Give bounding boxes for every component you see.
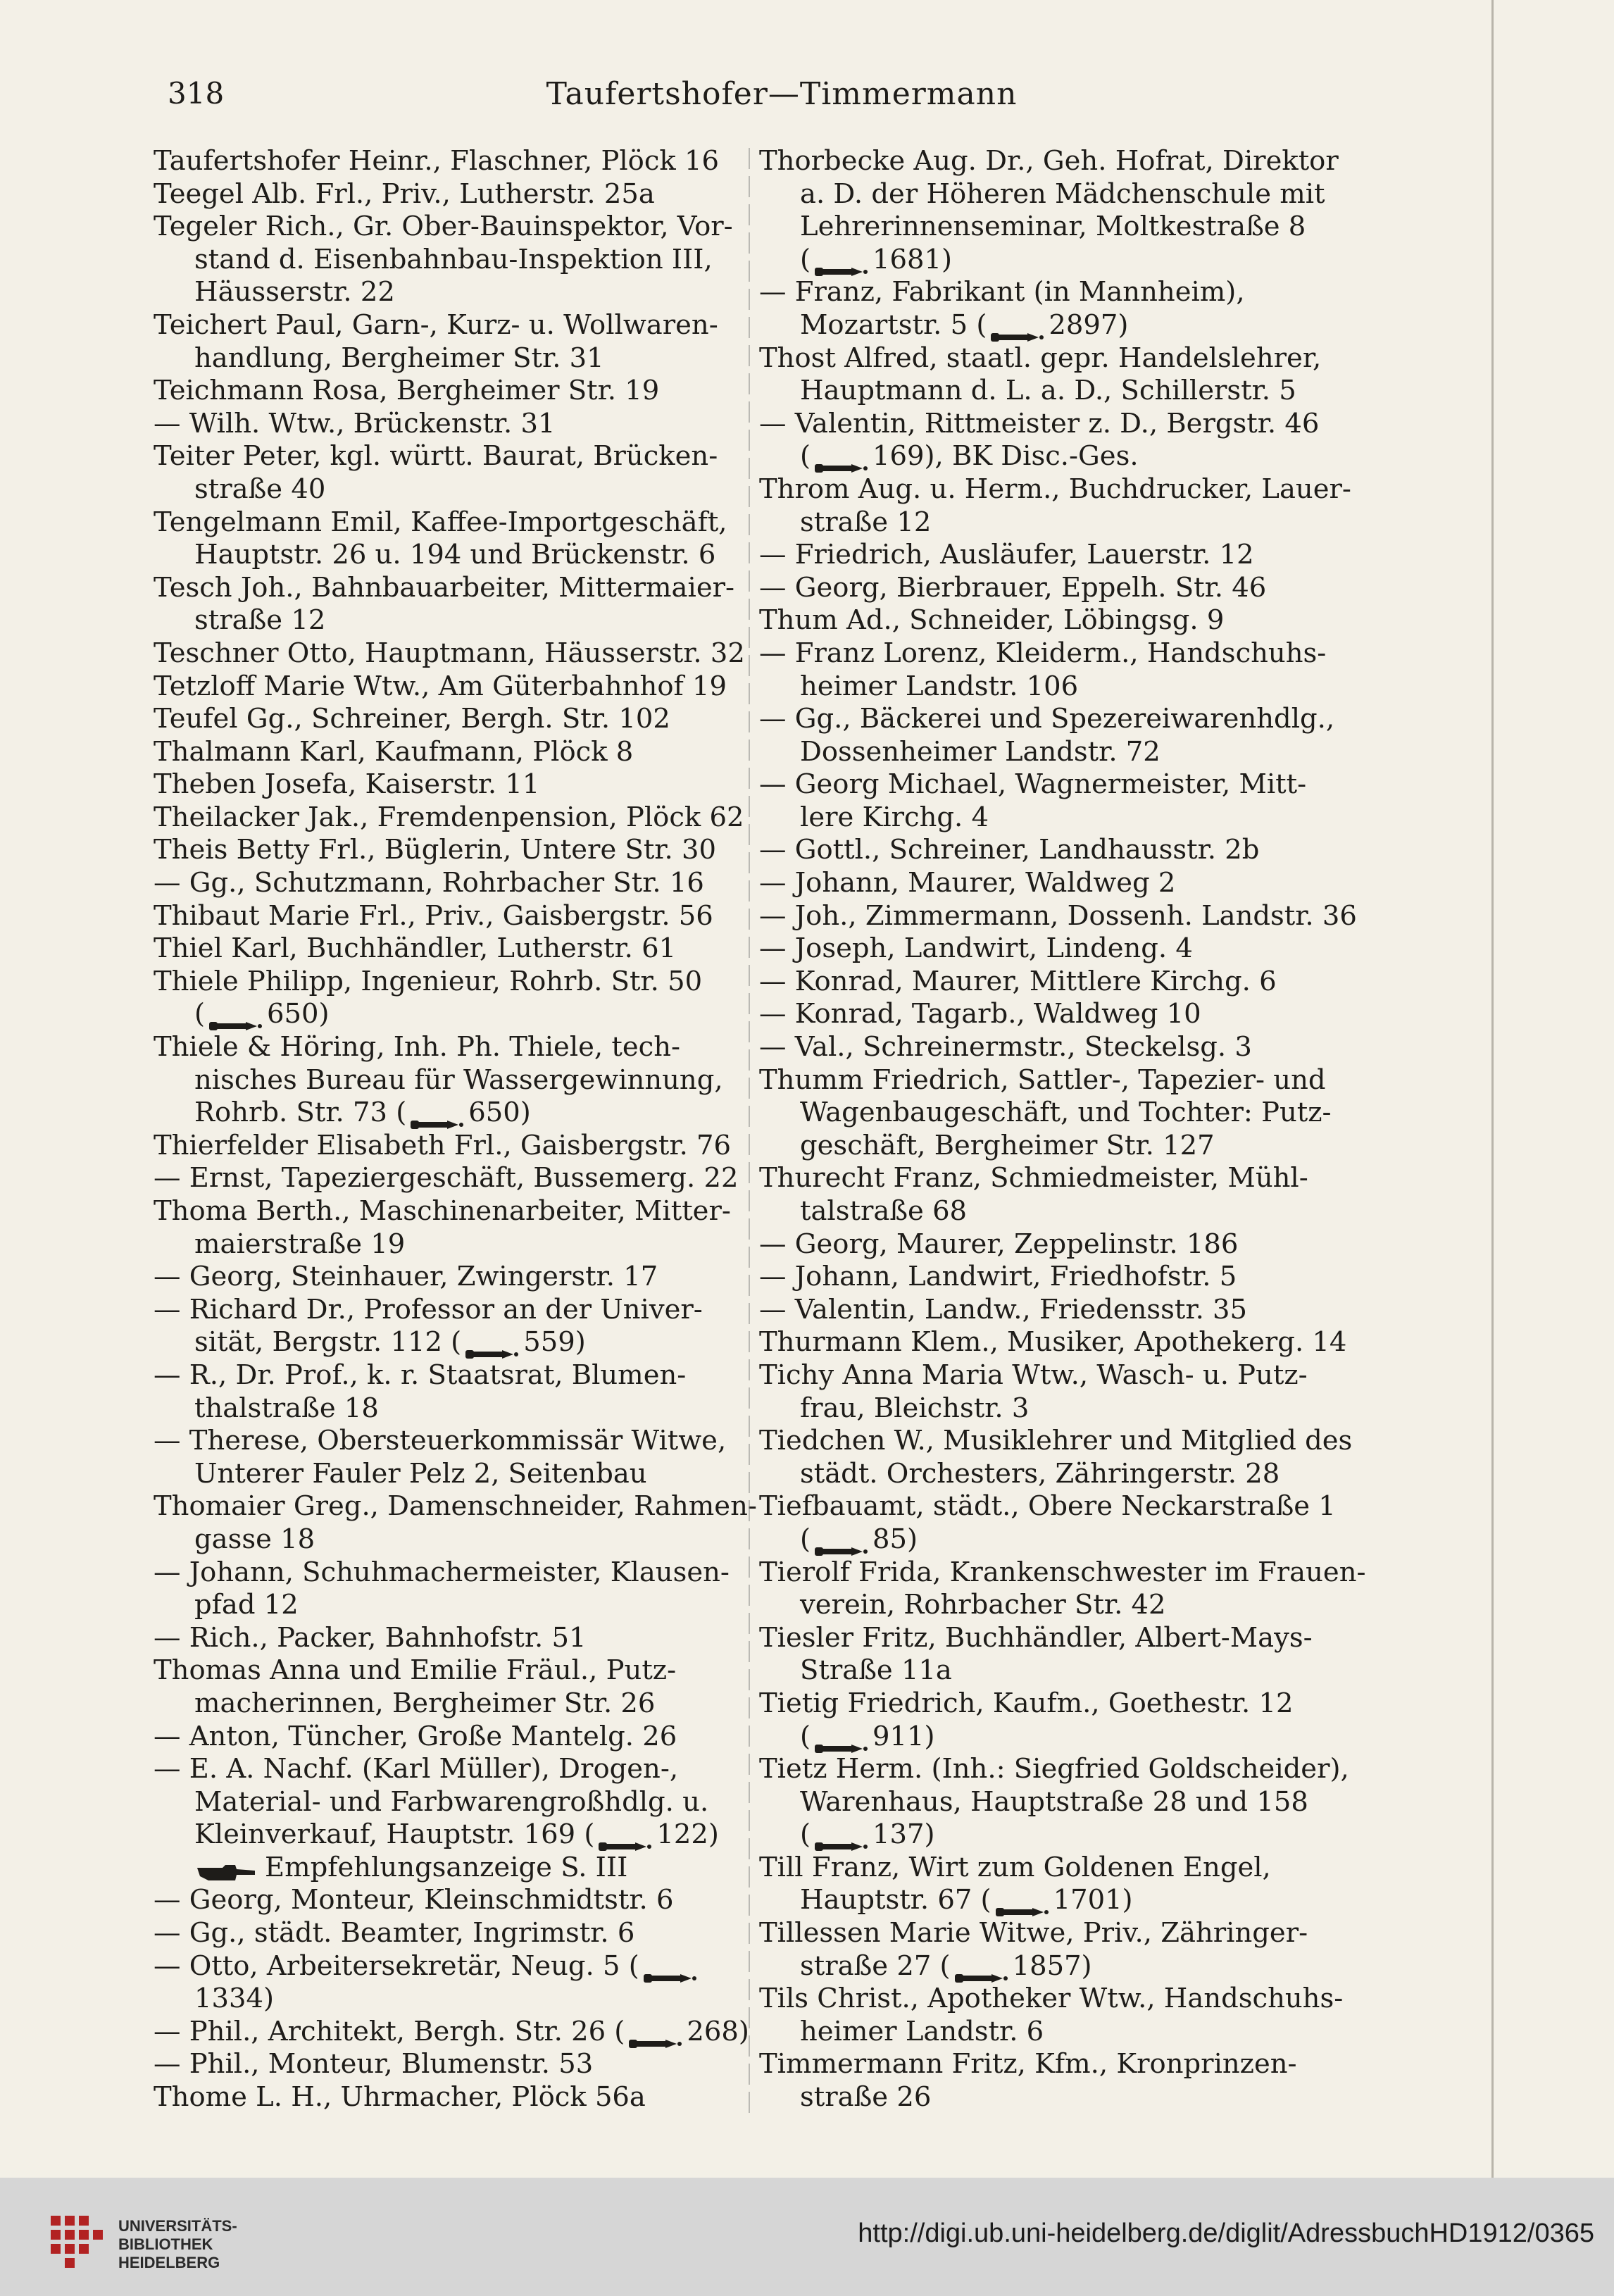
telephone-icon xyxy=(994,1895,1051,1909)
directory-entry-line xyxy=(759,1326,1351,1359)
directory-entry-line xyxy=(154,998,745,1031)
directory-entry-line xyxy=(759,1589,1351,1622)
entry-text: geschäft, Bergheimer Str. 127 xyxy=(800,1129,1215,1161)
directory-entry-line xyxy=(154,1064,745,1097)
directory-entry-line xyxy=(154,1753,745,1786)
directory-entry-line xyxy=(154,539,745,572)
entry-text: — Konrad, Maurer, Mittlere Kirchg. 6 xyxy=(759,965,1277,997)
entry-text: — Wilh. Wtw., Brückenstr. 31 xyxy=(154,407,556,439)
directory-entry-line xyxy=(759,1392,1351,1425)
entry-text: straße 27 ( xyxy=(800,1949,951,1982)
directory-entry-line xyxy=(759,309,1351,342)
directory-entry-line xyxy=(759,572,1351,605)
binding-edge xyxy=(1491,0,1494,2178)
entry-text: gasse 18 xyxy=(194,1523,315,1555)
entry-text: — Gg., Bäckerei und Spezereiwarenhdlg., xyxy=(759,703,1335,735)
phone-number: 1857) xyxy=(1012,1949,1092,1982)
directory-entry-line xyxy=(759,1950,1351,1983)
entry-text: — Georg, Steinhauer, Zwingerstr. 17 xyxy=(154,1261,658,1293)
entry-text: frau, Bleichstr. 3 xyxy=(800,1392,1030,1424)
directory-entry-line xyxy=(759,1458,1351,1491)
entry-text: Thurmann Klem., Musiker, Apothekerg. 14 xyxy=(759,1326,1347,1359)
column-divider xyxy=(749,148,750,2120)
directory-entry-line xyxy=(759,1852,1351,1885)
directory-entry-line xyxy=(759,276,1351,309)
entry-text: handlung, Bergheimer Str. 31 xyxy=(194,342,604,374)
telephone-icon xyxy=(953,1961,1010,1975)
entry-text: Teiter Peter, kgl. württ. Baurat, Brücken- xyxy=(154,440,718,473)
entry-text: macherinnen, Bergheimer Str. 26 xyxy=(194,1687,656,1719)
directory-entry-line xyxy=(759,1622,1351,1655)
directory-entry-line xyxy=(759,1162,1351,1195)
directory-entry-line xyxy=(154,2081,745,2114)
directory-entry-line xyxy=(154,1326,745,1359)
entry-text: Tietig Friedrich, Kaufm., Goethestr. 12 xyxy=(759,1687,1294,1719)
entry-text: pfad 12 xyxy=(194,1589,299,1621)
directory-entry-line xyxy=(154,1589,745,1622)
entry-text: Tierolf Frida, Krankenschwester im Frauen- xyxy=(759,1556,1366,1588)
entry-text: a. D. der Höheren Mädchenschule mit xyxy=(800,177,1325,210)
phone-number: 85) xyxy=(872,1523,918,1555)
directory-entry-line xyxy=(759,1490,1351,1523)
directory-entry-line xyxy=(759,966,1351,999)
directory-entry-line xyxy=(154,670,745,704)
entry-text: Kleinverkauf, Hauptstr. 169 ( xyxy=(194,1818,595,1851)
entry-text: Theilacker Jak., Fremdenpension, Plöck 62 xyxy=(154,801,744,833)
left-column xyxy=(154,145,757,2114)
directory-entry-line xyxy=(154,1950,745,1983)
telephone-icon xyxy=(813,1534,870,1548)
directory-entry-line xyxy=(759,506,1351,539)
directory-entry-line xyxy=(759,1359,1351,1392)
footer-bar xyxy=(0,2178,1614,2296)
entry-text: Teegel Alb. Frl., Priv., Lutherstr. 25a xyxy=(154,177,655,210)
entry-text: — Georg, Monteur, Kleinschmidtstr. 6 xyxy=(154,1884,674,1916)
directory-entry-line xyxy=(154,867,745,900)
directory-entry-line xyxy=(759,1654,1351,1687)
directory-entry-line xyxy=(154,1162,745,1195)
entry-text: — Johann, Landwirt, Friedhofstr. 5 xyxy=(759,1261,1237,1293)
entry-text: Tils Christ., Apotheker Wtw., Handschuhs- xyxy=(759,1983,1344,2015)
entry-text: — Valentin, Rittmeister z. D., Bergstr. 46 xyxy=(759,407,1320,439)
directory-entry-line xyxy=(154,1687,745,1721)
directory-entry-line xyxy=(154,276,745,309)
entry-text: — Joh., Zimmermann, Dossenh. Landstr. 36 xyxy=(759,899,1357,932)
directory-entry-line xyxy=(759,801,1351,835)
directory-entry-line xyxy=(154,1818,745,1852)
directory-entry-line xyxy=(154,211,745,244)
page-number: 318 xyxy=(168,76,225,111)
entry-text: Thum Ad., Schneider, Löbingsg. 9 xyxy=(759,604,1225,637)
right-column xyxy=(759,145,1366,2114)
entry-text: Warenhaus, Hauptstraße 28 und 158 xyxy=(800,1785,1308,1818)
telephone-icon xyxy=(409,1107,465,1121)
directory-entry-line xyxy=(759,1721,1351,1754)
directory-entry-line xyxy=(759,1195,1351,1228)
directory-entry-line xyxy=(154,703,745,736)
entry-text: sität, Bergstr. 112 ( xyxy=(194,1326,462,1359)
entry-text: heimer Landstr. 106 xyxy=(800,670,1079,702)
entry-text: Unterer Fauler Pelz 2, Seitenbau xyxy=(194,1457,647,1490)
entry-text: Tegeler Rich., Gr. Ober-Bauinspektor, Vor- xyxy=(154,211,733,243)
entry-text: Till Franz, Wirt zum Goldenen Engel, xyxy=(759,1851,1271,1883)
entry-text: maierstraße 19 xyxy=(194,1228,406,1260)
directory-entry-line xyxy=(154,375,745,408)
directory-entry-line xyxy=(154,1261,745,1294)
entry-text: Tietz Herm. (Inh.: Siegfried Goldscheider), xyxy=(759,1753,1349,1785)
entry-text: Thorbecke Aug. Dr., Geh. Hofrat, Direktor xyxy=(759,145,1339,177)
entry-text: — Georg, Bierbrauer, Eppelh. Str. 46 xyxy=(759,571,1267,604)
directory-entry-line xyxy=(154,1228,745,1261)
directory-entry-line xyxy=(154,440,745,473)
directory-entry-line xyxy=(154,572,745,605)
entry-text: Hauptmann d. L. a. D., Schillerstr. 5 xyxy=(800,375,1296,407)
running-head: Taufertshofer—Timmermann xyxy=(546,76,1018,112)
directory-entry-line xyxy=(154,1392,745,1425)
directory-entry-line xyxy=(154,1917,745,1950)
telephone-icon xyxy=(813,1829,870,1843)
entry-text: — Ernst, Tapeziergeschäft, Bussemerg. 22 xyxy=(154,1162,739,1194)
directory-entry-line xyxy=(154,834,745,867)
directory-entry-line xyxy=(759,2081,1351,2114)
directory-entry-line xyxy=(759,2016,1351,2049)
phone-number: 1701) xyxy=(1053,1884,1133,1916)
telephone-icon xyxy=(642,1961,699,1975)
directory-entry-line xyxy=(759,998,1351,1031)
directory-entry-line xyxy=(759,899,1357,933)
directory-entry-line xyxy=(759,932,1351,966)
entry-text: — E. A. Nachf. (Karl Müller), Drogen-, xyxy=(154,1753,679,1785)
entry-text: — Val., Schreinermstr., Steckelsg. 3 xyxy=(759,1031,1252,1063)
entry-text: Empfehlungsanzeige S. III xyxy=(265,1851,628,1883)
directory-entry-line xyxy=(154,145,745,178)
entry-text: ( xyxy=(800,440,811,473)
entry-text: Material- und Farbwarengroßhdlg. u. xyxy=(194,1785,709,1818)
directory-entry-line xyxy=(154,1622,745,1655)
directory-entry-line xyxy=(759,145,1351,178)
directory-entry-line xyxy=(154,342,745,375)
entry-text: Wagenbaugeschäft, und Tochter: Putz- xyxy=(800,1097,1332,1129)
entry-text: Mozartstr. 5 ( xyxy=(800,308,987,341)
entry-text: ( xyxy=(800,1523,811,1555)
university-logo-icon xyxy=(48,2213,107,2272)
entry-text: — Therese, Obersteuerkommissär Witwe, xyxy=(154,1425,727,1457)
entry-text: Hauptstr. 67 ( xyxy=(800,1884,991,1916)
phone-number: 2897) xyxy=(1049,308,1129,341)
entry-text: Tiedchen W., Musiklehrer und Mitglied des xyxy=(759,1425,1353,1457)
directory-entry-line xyxy=(154,1130,745,1163)
directory-entry-line xyxy=(154,1458,745,1491)
pointing-hand-icon xyxy=(194,1859,258,1880)
entry-text: ( xyxy=(800,243,811,275)
directory-entry-line xyxy=(154,768,745,801)
telephone-icon xyxy=(627,2026,684,2040)
entry-text: — Franz, Fabrikant (in Mannheim), xyxy=(759,276,1245,308)
library-name-line: HEIDELBERG xyxy=(118,2254,220,2271)
directory-entry-line xyxy=(154,1786,745,1819)
directory-entry-line xyxy=(154,900,745,933)
entry-text: Thoma Berth., Maschinenarbeiter, Mitter- xyxy=(154,1195,731,1227)
directory-entry-line xyxy=(154,966,745,999)
entry-text: — Phil., Architekt, Bergh. Str. 26 ( xyxy=(154,2015,625,2047)
entry-text: Häusserstr. 22 xyxy=(194,276,395,308)
directory-entry-line xyxy=(154,2015,749,2049)
entry-text: Theben Josefa, Kaiserstr. 11 xyxy=(154,768,540,801)
entry-text: — Georg Michael, Wagnermeister, Mitt- xyxy=(759,768,1307,801)
entry-text: — R., Dr. Prof., k. r. Staatsrat, Blumen- xyxy=(154,1359,687,1391)
library-name-line: UNIVERSITÄTS- xyxy=(118,2217,237,2235)
directory-entry-line xyxy=(154,1654,745,1687)
entry-text: — Richard Dr., Professor an der Univer- xyxy=(154,1293,703,1325)
directory-entry-line xyxy=(759,2048,1351,2081)
directory-entry-line xyxy=(154,309,745,342)
entry-text: Thiele Philipp, Ingenieur, Rohrb. Str. 50 xyxy=(154,965,703,997)
phone-number: 1681) xyxy=(872,243,953,275)
entry-text: Teichmann Rosa, Bergheimer Str. 19 xyxy=(154,375,660,407)
phone-number: 122) xyxy=(656,1818,719,1851)
directory-entry-line xyxy=(759,1097,1351,1130)
directory-entry-line xyxy=(759,1425,1351,1458)
entry-text: Straße 11a xyxy=(800,1654,952,1687)
phone-number: 559) xyxy=(523,1326,586,1359)
directory-entry-line xyxy=(154,2048,745,2081)
directory-entry-line xyxy=(759,375,1351,408)
entry-text: — Otto, Arbeitersekretär, Neug. 5 ( xyxy=(154,1949,639,1982)
entry-text: Tengelmann Emil, Kaffee-Importgeschäft, xyxy=(154,506,727,538)
entry-text: Tillessen Marie Witwe, Priv., Zähringer- xyxy=(759,1917,1308,1949)
directory-entry-line xyxy=(154,178,745,211)
entry-text: stand d. Eisenbahnbau-Inspektion III, xyxy=(194,243,713,275)
directory-entry-line xyxy=(154,506,745,539)
entry-text: städt. Orchesters, Zähringerstr. 28 xyxy=(800,1457,1280,1490)
entry-text: — Valentin, Landw., Friedensstr. 35 xyxy=(759,1293,1248,1325)
entry-text: Thomas Anna und Emilie Fräul., Putz- xyxy=(154,1654,677,1687)
entry-text: nisches Bureau für Wassergewinnung, xyxy=(194,1063,723,1096)
entry-text: — Georg, Maurer, Zeppelinstr. 186 xyxy=(759,1228,1239,1260)
entry-text: Thurecht Franz, Schmiedmeister, Mühl- xyxy=(759,1162,1308,1194)
directory-entry-line xyxy=(759,1983,1351,2016)
entry-text: Tichy Anna Maria Wtw., Wasch- u. Putz- xyxy=(759,1359,1308,1391)
directory-entry-line xyxy=(154,1031,745,1064)
telephone-icon xyxy=(597,1829,653,1843)
directory-entry-line xyxy=(759,408,1351,441)
directory-entry-line xyxy=(154,801,745,835)
entry-text: — Friedrich, Ausläufer, Lauerstr. 12 xyxy=(759,539,1254,571)
entry-text: Taufertshofer Heinr., Flaschner, Plöck 16 xyxy=(154,145,719,177)
entry-text: straße 12 xyxy=(194,604,326,637)
directory-entry-line xyxy=(154,932,745,966)
directory-entry-line xyxy=(759,703,1351,736)
entry-text: straße 26 xyxy=(800,2081,932,2114)
entry-text: — Johann, Maurer, Waldweg 2 xyxy=(759,867,1176,899)
entry-text: Throm Aug. u. Herm., Buchdrucker, Lauer- xyxy=(759,473,1351,505)
directory-entry-line xyxy=(154,1721,745,1754)
entry-text: Teufel Gg., Schreiner, Bergh. Str. 102 xyxy=(154,703,670,735)
directory-entry-line xyxy=(154,1983,745,2016)
entry-text: Tiesler Fritz, Buchhändler, Albert-Mays- xyxy=(759,1621,1313,1654)
entry-text: ( xyxy=(800,1720,811,1752)
directory-entry-line xyxy=(759,1753,1351,1786)
directory-entry-line xyxy=(759,440,1351,473)
entry-text: thalstraße 18 xyxy=(194,1392,379,1424)
directory-entry-line xyxy=(759,1687,1351,1721)
entry-text: talstraße 68 xyxy=(800,1195,968,1227)
directory-entry-line xyxy=(759,736,1351,769)
directory-entry-line xyxy=(759,1294,1351,1327)
entry-text: ( xyxy=(800,1818,811,1851)
telephone-icon xyxy=(813,254,870,268)
entry-text: lere Kirchg. 4 xyxy=(800,801,989,833)
directory-entry-line xyxy=(154,408,745,441)
entry-text: — Joseph, Landwirt, Lindeng. 4 xyxy=(759,932,1193,965)
directory-entry-line xyxy=(759,1261,1351,1294)
directory-entry-line xyxy=(154,1523,745,1556)
telephone-icon xyxy=(813,451,870,465)
phone-number: 137) xyxy=(872,1818,935,1851)
directory-entry-line xyxy=(759,1884,1351,1917)
entry-text: Timmermann Fritz, Kfm., Kronprinzen- xyxy=(759,2048,1297,2080)
entry-text: Tiefbauamt, städt., Obere Neckarstraße 1 xyxy=(759,1490,1336,1523)
directory-entry-line xyxy=(154,604,745,637)
directory-entry-line xyxy=(759,604,1351,637)
directory-entry-line xyxy=(759,1523,1351,1556)
library-name xyxy=(118,2217,237,2272)
directory-entry-line xyxy=(759,637,1351,670)
directory-entry-line xyxy=(759,1130,1351,1163)
entry-text: Rohrb. Str. 73 ( xyxy=(194,1097,407,1129)
directory-entry-line xyxy=(154,1852,745,1885)
entry-text: — Anton, Tüncher, Große Mantelg. 26 xyxy=(154,1720,677,1752)
entry-text: Teschner Otto, Hauptmann, Häusserstr. 32 xyxy=(154,637,745,669)
entry-text: Lehrerinnenseminar, Moltkestraße 8 xyxy=(800,211,1306,243)
entry-text: ( xyxy=(194,998,206,1030)
directory-entry-line xyxy=(759,473,1351,506)
directory-entry-line xyxy=(759,244,1351,277)
entry-text: 1334) xyxy=(194,1983,274,2015)
directory-entry-line xyxy=(759,867,1351,900)
entry-text: — Gg., Schutzmann, Rohrbacher Str. 16 xyxy=(154,867,704,899)
library-name-line: BIBLIOTHEK xyxy=(118,2235,213,2253)
directory-entry-line xyxy=(759,178,1351,211)
directory-entry-line xyxy=(154,1097,745,1130)
entry-text: Thiel Karl, Buchhändler, Lutherstr. 61 xyxy=(154,932,677,965)
telephone-icon xyxy=(208,1009,264,1023)
entry-text: — Rich., Packer, Bahnhofstr. 51 xyxy=(154,1621,587,1654)
entry-text: straße 40 xyxy=(194,473,326,505)
directory-entry-line xyxy=(759,211,1351,244)
directory-entry-line xyxy=(154,1884,745,1917)
entry-text: Thumm Friedrich, Sattler-, Tapezier- und xyxy=(759,1063,1326,1096)
directory-entry-line xyxy=(759,670,1351,704)
entry-text: Thierfelder Elisabeth Frl., Gaisbergstr. 76 xyxy=(154,1129,732,1161)
directory-entry-line xyxy=(759,1031,1351,1064)
entry-text: straße 12 xyxy=(800,506,932,538)
directory-entry-line xyxy=(759,834,1351,867)
telephone-icon xyxy=(989,320,1046,334)
directory-entry-line xyxy=(759,1818,1351,1852)
directory-entry-line xyxy=(154,1195,745,1228)
entry-text: — Gottl., Schreiner, Landhausstr. 2b xyxy=(759,834,1260,866)
entry-text: Thomaier Greg., Damenschneider, Rahmen- xyxy=(154,1490,757,1523)
directory-entry-line xyxy=(759,1228,1351,1261)
directory-entry-line xyxy=(154,1359,745,1392)
directory-entry-line xyxy=(759,1064,1351,1097)
entry-text: — Gg., städt. Beamter, Ingrimstr. 6 xyxy=(154,1917,635,1949)
directory-entry-line xyxy=(759,768,1351,801)
entry-text: Thalmann Karl, Kaufmann, Plöck 8 xyxy=(154,735,634,768)
phone-number: 268) xyxy=(687,2015,749,2047)
phone-number: 169), BK Disc.-Ges. xyxy=(872,440,1139,473)
entry-text: Dossenheimer Landstr. 72 xyxy=(800,735,1161,768)
directory-entry-line xyxy=(154,244,745,277)
entry-text: Teichert Paul, Garn-, Kurz- u. Wollwaren- xyxy=(154,308,718,341)
entry-text: Thibaut Marie Frl., Priv., Gaisbergstr. 56 xyxy=(154,899,713,932)
phone-number: 650) xyxy=(267,998,330,1030)
directory-entry-line xyxy=(759,539,1351,572)
entry-text: — Franz Lorenz, Kleiderm., Handschuhs- xyxy=(759,637,1327,669)
directory-entry-line xyxy=(154,1425,745,1458)
entry-text: Thost Alfred, staatl. gepr. Handelslehrer, xyxy=(759,342,1322,374)
directory-entry-line xyxy=(154,1490,757,1523)
entry-text: Hauptstr. 26 u. 194 und Brückenstr. 6 xyxy=(194,539,716,571)
entry-text: Tetzloff Marie Wtw., Am Güterbahnhof 19 xyxy=(154,670,727,702)
directory-entry-line xyxy=(154,637,745,670)
directory-entry-line xyxy=(759,1786,1351,1819)
directory-entry-line xyxy=(154,1294,745,1327)
entry-text: Theis Betty Frl., Büglerin, Untere Str. 30 xyxy=(154,834,716,866)
telephone-icon xyxy=(464,1337,520,1351)
directory-entry-line xyxy=(154,736,745,769)
phone-number: 911) xyxy=(872,1720,935,1752)
entry-text: Thome L. H., Uhrmacher, Plöck 56a xyxy=(154,2081,646,2114)
entry-text: heimer Landstr. 6 xyxy=(800,2015,1044,2047)
page-header xyxy=(0,76,1614,118)
entry-text: Thiele & Höring, Inh. Ph. Thiele, tech- xyxy=(154,1031,681,1063)
directory-entry-line xyxy=(154,473,745,506)
phone-number: 650) xyxy=(468,1097,531,1129)
entry-text: Tesch Joh., Bahnbauarbeiter, Mittermaier- xyxy=(154,571,735,604)
source-url-link[interactable]: http://digi.ub.uni-heidelberg.de/diglit/AdressbuchHD1912/0365 xyxy=(858,2219,1594,2248)
entry-text: — Johann, Schuhmachermeister, Klausen- xyxy=(154,1556,730,1588)
entry-text: — Konrad, Tagarb., Waldweg 10 xyxy=(759,998,1201,1030)
directory-entry-line xyxy=(759,1917,1351,1950)
entry-text: verein, Rohrbacher Str. 42 xyxy=(800,1589,1166,1621)
telephone-icon xyxy=(813,1731,870,1745)
directory-entry-line xyxy=(759,342,1351,375)
entry-text: — Phil., Monteur, Blumenstr. 53 xyxy=(154,2048,594,2080)
directory-entry-line xyxy=(759,1556,1366,1590)
directory-entry-line xyxy=(154,1556,745,1590)
